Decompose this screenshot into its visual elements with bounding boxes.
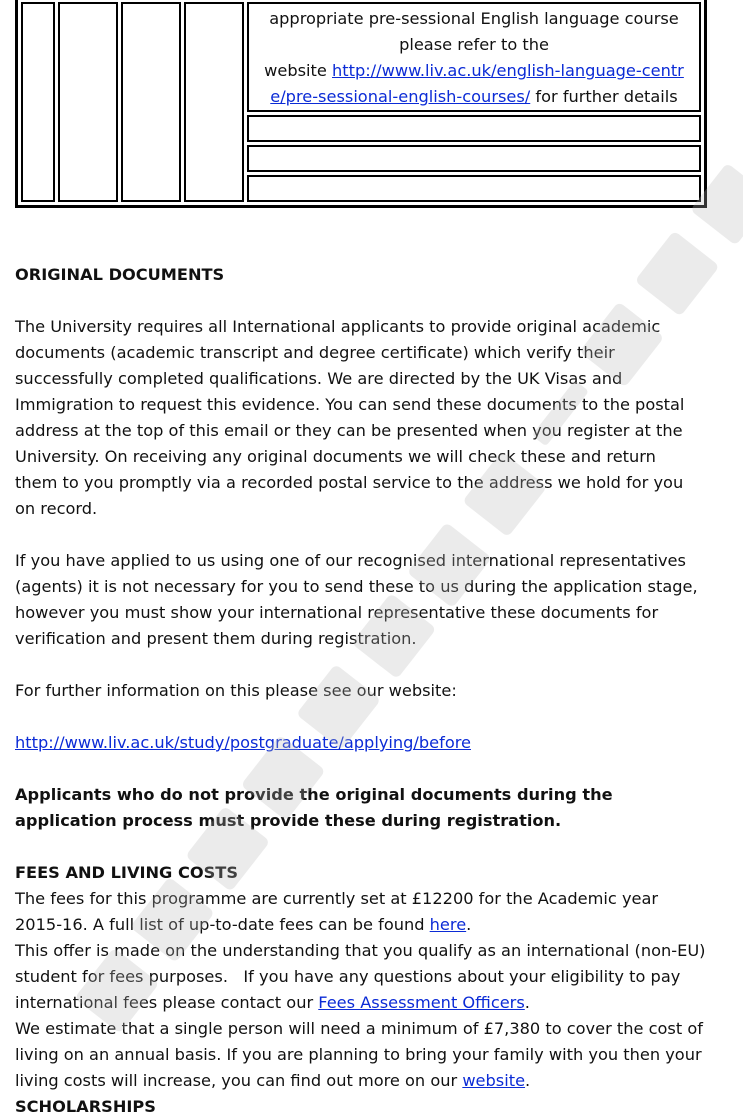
table-cell-empty — [247, 145, 701, 172]
table-cell-empty — [247, 175, 701, 202]
paragraph-original-documents — [15, 314, 727, 522]
text-line: successfully completed qualifications. We are directed by the UK Visas and — [15, 369, 623, 388]
cell-text-line: appropriate pre-sessional English language course — [269, 9, 679, 28]
text-line: documents (academic transcript and degree certificate) which verify their — [15, 343, 615, 362]
section-heading: ORIGINAL DOCUMENTS — [15, 265, 225, 284]
text-line: If you have applied to us using one of our recognised international representatives — [15, 551, 686, 570]
requirements-table — [15, 0, 707, 208]
text-line: 2015-16. A full list of up-to-date fees can be found — [15, 915, 430, 934]
table-row — [21, 2, 701, 112]
applying-before-link[interactable]: http://www.liv.ac.uk/study/postgraduate/applying/before — [15, 733, 471, 752]
table-cell-empty — [121, 2, 181, 202]
text-line: student for fees purposes. If you have any questions about your eligibility to pay — [15, 967, 681, 986]
original-documents-section — [15, 262, 727, 834]
text-line: them to you promptly via a recorded postal service to the address we hold for you — [15, 473, 684, 492]
living-costs-website-link[interactable]: website — [462, 1071, 526, 1090]
text-line: on record. — [15, 499, 98, 518]
table-cell-empty — [247, 115, 701, 142]
document-page — [15, 0, 727, 1120]
link-text-part2[interactable]: e/pre-sessional-english-courses/ — [270, 87, 531, 106]
cell-suffix: for further details — [530, 87, 678, 106]
text-line: This offer is made on the understanding that you qualify as an international (non-EU) — [15, 941, 706, 960]
table-cell-empty — [58, 2, 118, 202]
fees-here-link[interactable]: here — [429, 915, 467, 934]
fees-assessment-officers-link[interactable]: Fees Assessment Officers — [318, 993, 525, 1012]
section-heading: FEES AND LIVING COSTS — [15, 863, 238, 882]
text-line: Immigration to request this evidence. You can send these documents to the postal — [15, 395, 685, 414]
text-line: Applicants who do not provide the original documents during the — [15, 785, 613, 804]
link-text-part1[interactable]: http://www.liv.ac.uk/english-language-centr — [332, 61, 684, 80]
section-heading: SCHOLARSHIPS — [15, 1097, 156, 1116]
cell-text-line: please refer to the — [399, 35, 549, 54]
paragraph-agents — [15, 548, 727, 652]
text-line: address at the top of this email or they can be presented when you register at the — [15, 421, 683, 440]
text-line: living costs will increase, you can find out more on our — [15, 1071, 463, 1090]
text-line: The fees for this programme are currently set at £12200 for the Academic year — [15, 889, 659, 908]
text-line: international fees please contact our — [15, 993, 319, 1012]
text-line: however you must show your international representative these documents for — [15, 603, 659, 622]
cell-website-prefix: website — [264, 61, 332, 80]
website-link-line — [15, 730, 727, 756]
text-line: living on an annual basis. If you are planning to bring your family with you then your — [15, 1045, 702, 1064]
text-line: We estimate that a single person will need a minimum of £7,380 to cover the cost of — [15, 1019, 703, 1038]
paragraph-further-info: For further information on this please see our website: — [15, 681, 457, 700]
bold-notice — [15, 782, 727, 834]
table-cell-english-requirement — [247, 2, 701, 112]
text-line: University. On receiving any original documents we will check these and return — [15, 447, 656, 466]
text-fragment: . — [524, 993, 530, 1012]
text-line: application process must provide these during registration. — [15, 811, 562, 830]
text-line: The University requires all International applicants to provide original academic — [15, 317, 661, 336]
table-cell-empty — [184, 2, 244, 202]
fees-section — [15, 860, 727, 1120]
table-cell-empty — [21, 2, 55, 202]
text-line: verification and present them during registration. — [15, 629, 417, 648]
text-line: (agents) it is not necessary for you to send these to us during the application stage, — [15, 577, 698, 596]
text-fragment: . — [525, 1071, 531, 1090]
fees-paragraph — [15, 886, 727, 1094]
text-fragment: . — [466, 915, 472, 934]
